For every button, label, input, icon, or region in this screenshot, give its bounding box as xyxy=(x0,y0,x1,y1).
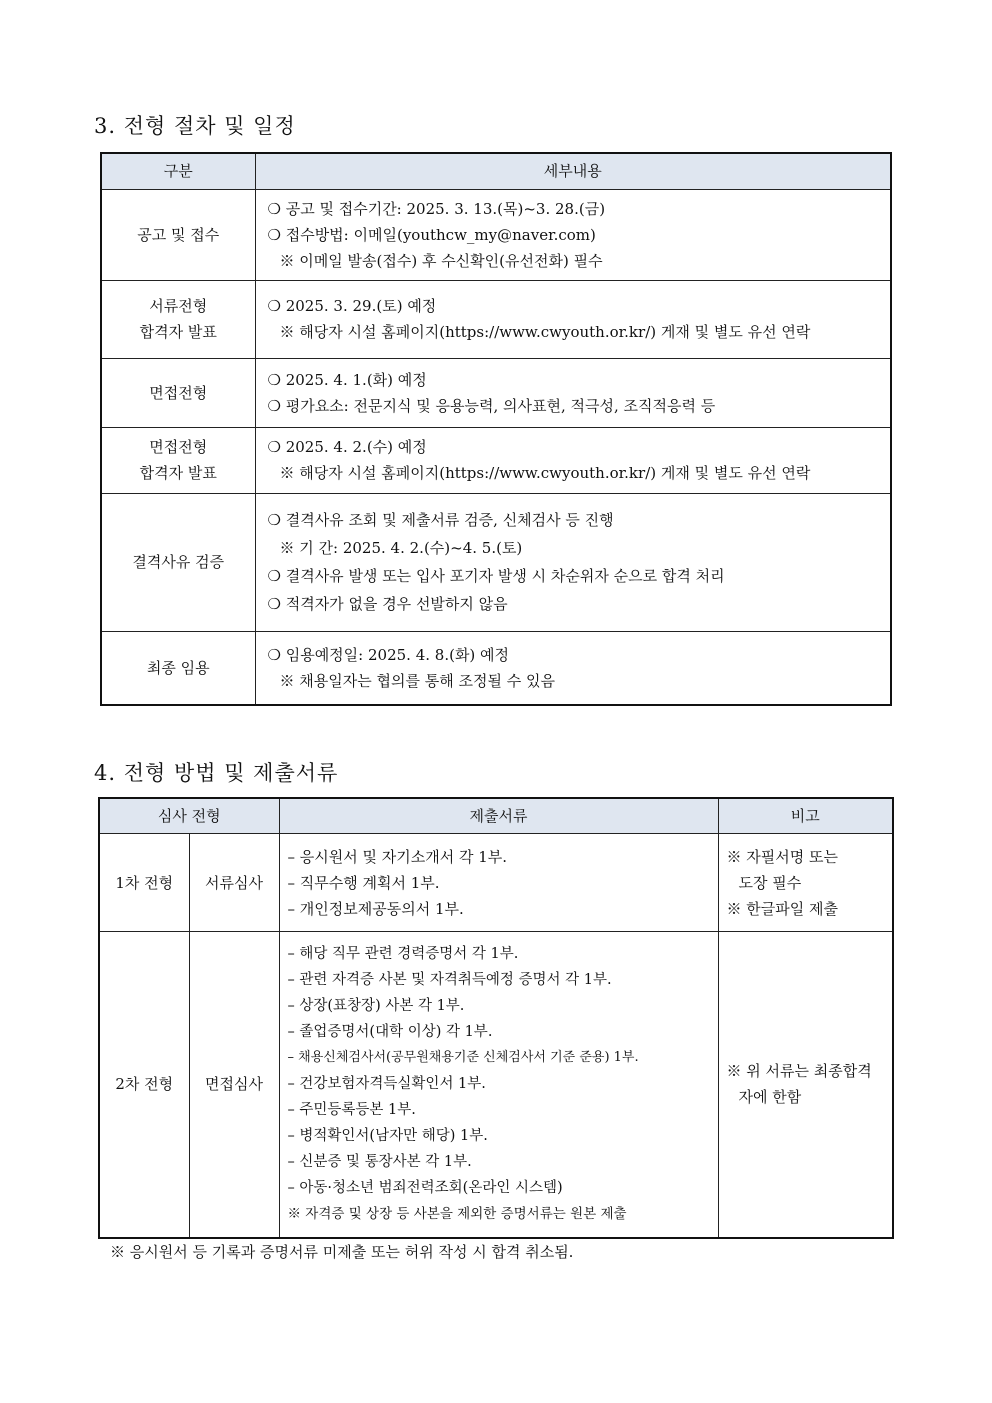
documents-row xyxy=(99,834,893,932)
schedule-category xyxy=(101,358,255,427)
stage-cell: 1차 전형 xyxy=(99,834,189,932)
category-text: 결격사유 검증 xyxy=(132,553,225,571)
schedule-details xyxy=(255,427,891,493)
schedule-table xyxy=(100,152,892,706)
category-text: 합격자 발표 xyxy=(139,464,217,482)
documents-header-stage: 심사 전형 xyxy=(99,798,279,834)
detail-line: ※ 해당자 시설 홈페이지(https://www.cwyouth.or.kr/) 게재 및 별도 유선 연락 xyxy=(279,464,811,482)
notes-cell xyxy=(718,834,893,932)
section-4-title: 4. 전형 방법 및 제출서류 xyxy=(94,761,339,785)
detail-line: ❍ 임용예정일: 2025. 4. 8.(화) 예정 xyxy=(267,645,510,664)
schedule-row xyxy=(101,493,891,631)
footnote: ※ 응시원서 등 기록과 증명서류 미제출 또는 허위 작성 시 합격 취소됨. xyxy=(110,1243,574,1261)
stage-cell: 2차 전형 xyxy=(99,932,189,1238)
doc-line: – 채용신체검사서(공무원채용기준 신체검사서 기준 준용) 1부. xyxy=(287,1050,639,1066)
schedule-details xyxy=(255,280,891,358)
doc-line: – 신분증 및 통장사본 각 1부. xyxy=(287,1154,472,1171)
schedule-row xyxy=(101,427,891,493)
schedule-category xyxy=(101,280,255,358)
detail-line: ❍ 적격자가 없을 경우 선발하지 않음 xyxy=(267,595,508,613)
detail-line: ※ 이메일 발송(접수) 후 수신확인(유선전화) 필수 xyxy=(279,251,603,270)
notes-cell xyxy=(718,932,893,1238)
category-text: 면접전형 xyxy=(149,383,208,402)
schedule-row xyxy=(101,631,891,705)
schedule-row xyxy=(101,189,891,280)
doc-line: – 졸업증명서(대학 이상) 각 1부. xyxy=(287,1024,493,1041)
documents-row xyxy=(99,932,893,1238)
category-text: 합격자 발표 xyxy=(139,323,217,341)
docs-cell xyxy=(279,834,718,932)
schedule-category xyxy=(101,631,255,705)
review-type-cell: 면접심사 xyxy=(189,932,279,1238)
doc-line: – 직무수행 계획서 1부. xyxy=(287,873,440,892)
note-line: 도장 필수 xyxy=(738,873,802,892)
schedule-details xyxy=(255,358,891,427)
detail-line: ❍ 2025. 4. 1.(화) 예정 xyxy=(267,370,427,389)
detail-line: ❍ 접수방법: 이메일(youthcw_my@naver.com) xyxy=(267,225,596,244)
doc-line: – 관련 자격증 사본 및 자격취득예정 증명서 각 1부. xyxy=(287,972,612,989)
note-line: 자에 한함 xyxy=(738,1088,802,1107)
section-3-title: 3. 전형 절차 및 일정 xyxy=(94,114,296,138)
doc-line: – 해당 직무 관련 경력증명서 각 1부. xyxy=(287,946,519,963)
documents-table xyxy=(98,797,894,1239)
doc-line: – 건강보험자격득실확인서 1부. xyxy=(287,1076,486,1093)
review-type-cell: 서류심사 xyxy=(189,834,279,932)
category-text: 최종 임용 xyxy=(146,658,210,677)
schedule-row xyxy=(101,358,891,427)
note-line: ※ 한글파일 제출 xyxy=(726,899,838,918)
detail-line: ※ 채용일자는 협의를 통해 조정될 수 있음 xyxy=(279,671,555,690)
schedule-category xyxy=(101,427,255,493)
detail-line: ❍ 공고 및 접수기간: 2025. 3. 13.(목)~3. 28.(금) xyxy=(267,199,606,218)
doc-line: ※ 자격증 및 상장 등 사본을 제외한 증명서류는 원본 제출 xyxy=(287,1206,627,1223)
doc-line: – 개인정보제공동의서 1부. xyxy=(287,899,464,918)
docs-cell xyxy=(279,932,718,1238)
documents-header-docs: 제출서류 xyxy=(279,798,718,834)
schedule-details xyxy=(255,631,891,705)
schedule-details xyxy=(255,189,891,280)
detail-line: ※ 기 간: 2025. 4. 2.(수)~4. 5.(토) xyxy=(279,539,523,557)
schedule-row xyxy=(101,280,891,358)
category-text: 공고 및 접수 xyxy=(137,225,220,244)
doc-line: – 아동·청소년 범죄전력조회(온라인 시스템) xyxy=(287,1180,563,1197)
note-line: ※ 위 서류는 최종합격 xyxy=(726,1062,872,1081)
doc-line: – 상장(표창장) 사본 각 1부. xyxy=(287,998,465,1015)
schedule-category xyxy=(101,189,255,280)
category-text: 서류전형 xyxy=(149,297,208,315)
doc-line: – 주민등록등본 1부. xyxy=(287,1102,416,1119)
detail-line: ❍ 결격사유 발생 또는 입사 포기자 발생 시 차순위자 순으로 합격 처리 xyxy=(267,567,725,585)
detail-line: ※ 해당자 시설 홈페이지(https://www.cwyouth.or.kr/) 게재 및 별도 유선 연락 xyxy=(279,323,811,341)
note-line: ※ 자필서명 또는 xyxy=(726,847,838,866)
detail-line: ❍ 결격사유 조회 및 제출서류 검증, 신체검사 등 진행 xyxy=(267,511,614,529)
schedule-header-details: 세부내용 xyxy=(255,153,891,189)
detail-line: ❍ 2025. 4. 2.(수) 예정 xyxy=(267,438,427,456)
detail-line: ❍ 2025. 3. 29.(토) 예정 xyxy=(267,297,437,315)
doc-line: – 병적확인서(남자만 해당) 1부. xyxy=(287,1128,488,1145)
documents-header-notes: 비고 xyxy=(718,798,893,834)
schedule-category xyxy=(101,493,255,631)
schedule-header-category: 구분 xyxy=(101,153,255,189)
detail-line: ❍ 평가요소: 전문지식 및 응용능력, 의사표현, 적극성, 조직적응력 등 xyxy=(267,396,716,415)
doc-line: – 응시원서 및 자기소개서 각 1부. xyxy=(287,847,508,866)
schedule-details xyxy=(255,493,891,631)
category-text: 면접전형 xyxy=(149,438,208,456)
